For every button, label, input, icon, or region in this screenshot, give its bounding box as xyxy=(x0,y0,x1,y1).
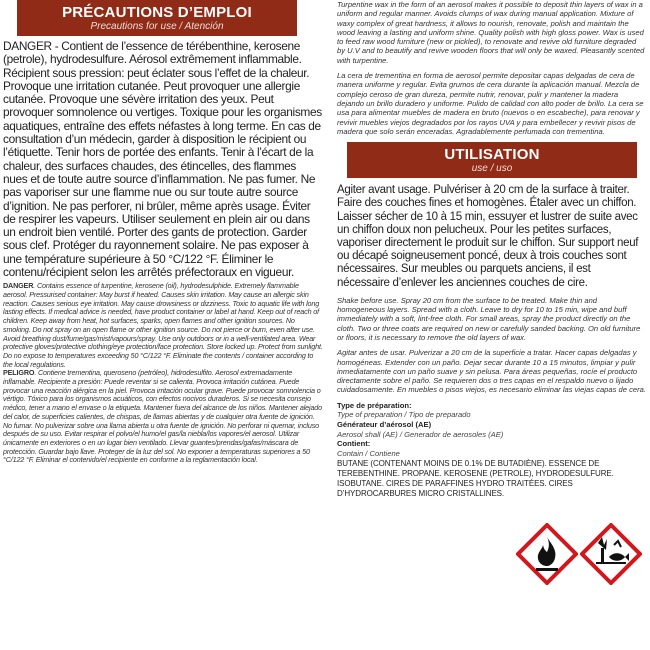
description-english: Turpentine wax in the form of an aerosol makes it possible to deposit thin layers of wax in a uniform and regular manner. Avoids clumps of wax during manual application. Mixture of waxy complex of great hardness, it allows to nourish, renovate, polish and maintain the wood leaving a lasting and uniform shine. Quality polish with high gloss power. Wax is used to feed raw wood furniture (new or pickled), to renovate and revive old furniture degraded by U.V and to beautify and revive wooden floors that will only be waxed. Pleasantly scented with turpentine. xyxy=(337,0,645,65)
utilisation-subtitle: use / uso xyxy=(471,163,513,175)
flame-hazard-icon xyxy=(516,523,578,585)
peligro-label: PELIGRO xyxy=(3,368,35,378)
hazard-pictograms xyxy=(516,523,642,587)
type-label: Type de préparation: xyxy=(337,400,412,410)
type-value: Type of preparation / Tipo de preparado xyxy=(337,410,471,420)
danger-label: DANGER xyxy=(3,281,34,291)
ingredients-list: BUTANE (CONTENANT MOINS DE 0.1% DE BUTADIÈNE). ESSENCE DE TEREBENTHINE. PROPANE. KEROSENE (PETROLE), HYDRODESULFURE. ISOBUTANE. CIRES DE PARAFFINES HYDRO TRAITÉES. CIRES D’HYDROCARBURES MICRO CRISTALLINES. xyxy=(337,459,614,499)
precautions-title: PRÉCAUTIONS D’EMPLOI xyxy=(62,4,252,21)
precautions-banner xyxy=(17,0,297,36)
content-value: Contain / Contiene xyxy=(337,448,400,458)
preparation-block xyxy=(337,401,522,459)
precautions-french-text: DANGER - Contient de l’essence de térébenthine, kerosene (petrole), hydrodesulfure. Aérosol extrêmement inflammable. Récipient sous pression: peut éclater sous l’effet de la chaleur. Provoque une irritation cutanée. Peut provoquer une allergie cutanée. Provoque une sévère irritation des yeux. Peut provoquer somnolence ou vertiges. Toxique pour les organismes aquatiques, entraîne des effets néfastes à long terme. En cas de consultation d’un médecin, garder à disposition le récipient ou l’étiquette. Tenir hors de portée des enfants. Tenir à l’écart de la chaleur, des surfaces chaudes, des étincelles, des flammes nues et de toute autre source d’inflammation. Ne pas fumer. Ne pas vaporiser sur une flamme nue ou sur toute autre source d’ignition. Ne pas perforer, ni brûler, même après usage. Éviter de respirer les vapeurs. Utiliser seulement en plein air ou dans un endroit bien ventilé. Porter des gants de protection. Garder sous clef. Protéger du rayonnement solaire. Ne pas exposer à une température supérieure à 50 °C/122 °F. Éliminer le contenu/récipient selon les arrêtés préfectoraux en vigueur. xyxy=(3,39,322,280)
utilisation-spanish-text: Agitar antes de usar. Pulverizar a 20 cm de la superficie a tratar. Hacer capas delgadas y homogéneas. Extender con un paño. Dejar secar durante 10 a 15 minutos, limpiar y pulir inmediatamente con un paño suave y sin pelusa. Para áreas pequeñas, rocíe el producto directamente sobre el paño. Se requieren dos o tres capas en el respaldo nuevo o lijado cuidadosamente. En muebles o pisos viejos, es necesario eliminar las viejas capas de cera. xyxy=(337,348,646,395)
content-label: Contient: xyxy=(337,439,371,449)
description-spanish: La cera de trementina en forma de aerosol permite depositar capas delgadas de cera de manera uniforme y regular. Evita grumos de cera durante la aplicación manual. Mezcla de complejo ceroso de gran dureza, permite nutrir, renovar, pulir y mantener la madera dejando un brillo duradero y uniforme. Pulido de calidad con alto poder de brillo. La cera se usa para alimentar muebles de madera en bruto (nuevos o en escabeche), para renovar y revivir muebles viejos degradados por los rayos UVA y para embellecer y revivir pisos de madera que solo serán enceradas. Agradablemente perfumada con trementina. xyxy=(337,71,644,136)
utilisation-english-text: Shake before use. Spray 20 cm from the surface to be treated. Make thin and homogeneous layers. Spread with a cloth. Leave to dry for 10 to 15 min, wipe and buff immediately with a soft, lint-free cloth. For small areas, spray the product directly on the cloth. Two or three coats are required on new or carefully sanded backing. On old furniture or floors, it is necessary to remove the old layers of wax. xyxy=(337,295,641,342)
generator-label: Générateur d’aérosol (AE) xyxy=(337,419,432,429)
precautions-subtitle: Precautions for use / Atención xyxy=(90,21,224,32)
utilisation-title: UTILISATION xyxy=(444,146,540,164)
english-body: . Contains essence of turpentine, kerosene (oil), hydrodesulphide. Extremely flammable aerosol. Pressurised container: May burst if heated. Causes skin irritation. May cause an allergic skin reaction. Causes serious eye irritation. May cause drowsiness or dizziness. Toxic to aquatic life with long lasting effects. If medical advice is needed, have product container or label at hand. Keep out of reach of children. Keep away from heat, hot surfaces, sparks, open flames and other ignition sources. No smoking. Do not spray on an open flame or other ignition source. Do not pierce or burn, even after use. Avoid breathing dust/fume/gas/mist/vapours/spray. Use only outdoors or in a well-ventilated area. Wear protective gloves/protective clothing/eye protection/face protection. Store locked up. Protect from sunlight. Do no expose to temperatures exceeding 50 °C/122 °F. Eliminate the contents / container according to the local regulations. xyxy=(3,281,323,369)
environment-hazard-icon xyxy=(580,523,642,585)
spanish-body: . Contiene trementina, queroseno (petróleo), hidrodesulfito. Aerosol extremadamente inflamable. Recipiente a presión: Puede reventar si se calienta. Provoca irritación cutánea. Puede provocar una reacción alérgica en la piel. Provoca irritación ocular grave. Puede provocar somnolencia o vértigo. Tóxico para los organismos acuáticos, con efectos nocivos duraderos. Si se necesita consejo médico, tener a mano el envase o la etiqueta. Mantener fuera del alcance de los niños. Mantener alejado del calor, de superficies calientes, de chispas, de llamas abiertas y de cualquier otra fuente de ignición. No fumar. No pulverizar sobre una llama abierta u otra fuente de ignición. No perforar ni quemar, incluso después de su uso. Evitar respirar el polvo/el humo/el gas/la niebla/los vapores/el aerosol. Utilizar únicamente en exteriores o en un lugar bien ventilado. Llevar guantes/prendas/gafas/máscara de protección. Guardar bajo llave. Proteger de la luz del sol. No exponer a temperaturas superiores a 50 °C/122 °F. Eliminar el contenido/el recipiente en conforme a la reglamentación local. xyxy=(3,368,322,465)
utilisation-french-text: Agiter avant usage. Pulvériser à 20 cm de la surface à traiter. Faire des couches fines et homogènes. Étaler avec un chiffon. Laisser sécher de 10 à 15 min, essuyer et lustrer de suite avec un chiffon doux non pelucheux. Pour les petites surfaces, vaporiser directement le produit sur le chiffon. Sur support neuf ou décapé soigneusement poncé, deux à trois couches sont nécessaires. Sur meubles ou parquets anciens, il est nécessaire d’enlever les anciennes couches de cire. xyxy=(337,184,639,289)
utilisation-banner xyxy=(347,142,637,178)
generator-value: Aerosol shall (AE) / Generador de aerosoles (AE) xyxy=(337,429,504,439)
precautions-english-text xyxy=(3,282,323,465)
